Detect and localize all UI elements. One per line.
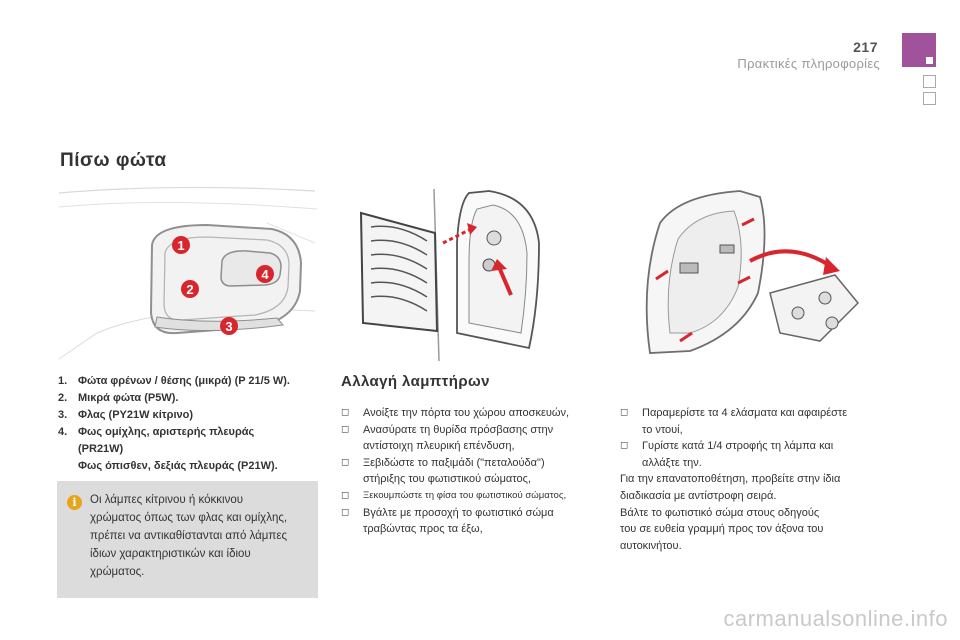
subsection-title: Αλλαγή λαμπτήρων (341, 373, 490, 390)
step-text: αλλάξτε την. (642, 456, 702, 469)
para-line: διαδικασία με αντίστροφη σειρά. (620, 489, 777, 502)
bullet-icon: ◻ (341, 423, 350, 435)
bullet-icon: ◻ (620, 407, 629, 418)
info-line: χρώματος όπως των φλας και ομίχλης, (90, 512, 288, 524)
info-line: ίδιων χαρακτηριστικών και ίδιου (90, 548, 251, 560)
para-line: Βάλτε το φωτιστικό σώμα στους οδηγούς (620, 506, 820, 519)
rear-lights-figure (57, 183, 319, 361)
access-panel-figure (339, 183, 601, 361)
step-text: το ντουί, (642, 423, 683, 436)
para-line: αυτοκινήτου. (620, 539, 682, 552)
watermark: carmanualsonline.info (723, 606, 948, 631)
legend-item-2 (58, 390, 320, 407)
step-text: Ξεκουμπώστε τη φίσα του φωτιστικού σώματος, (363, 489, 567, 501)
info-line: Οι λάμπες κίτρινου ή κόκκινου (90, 494, 244, 506)
legend-num: 3. (58, 409, 68, 421)
step-text: Ανοίξτε την πόρτα του χώρου αποσκευών, (363, 407, 570, 419)
step-text: τραβώντας προς τα έξω, (363, 523, 483, 536)
step-pull-lamp-unit (341, 505, 611, 538)
step-text: Βγάλτε με προσοχή το φωτιστικό σώμα (363, 506, 554, 519)
refit-instructions (620, 471, 910, 554)
chapter-tab-empty-2[interactable] (923, 92, 936, 105)
legend (58, 373, 320, 475)
legend-item-1 (58, 373, 320, 390)
legend-text: Φως ομίχλης, αριστερής πλευράς (78, 426, 255, 438)
section-title: Πίσω φώτα (60, 150, 167, 171)
callout-2: 2 (186, 282, 194, 297)
step-text: Παραμερίστε τα 4 ελάσματα και αφαιρέστε (642, 407, 848, 419)
legend-item-4 (58, 424, 320, 441)
callout-3: 3 (225, 319, 233, 334)
step-text: στήριξης του φωτιστικού σώματος, (363, 473, 531, 486)
lamp-holder-drawing (620, 183, 882, 361)
steps-column-1 (341, 405, 611, 538)
legend-num: 4. (58, 426, 68, 438)
chapter-tab-empty-1[interactable] (923, 75, 936, 88)
step-remove-bulb-holder (620, 405, 910, 438)
step-disconnect-plug (341, 488, 611, 505)
info-line: χρώματος. (90, 566, 145, 578)
step-text: Ανασύρατε τη θυρίδα πρόσβασης στην (363, 423, 554, 436)
step-replace-bulb (620, 438, 910, 471)
steps-column-2 (620, 405, 910, 554)
bullet-icon: ◻ (620, 440, 629, 452)
step-unscrew-wingnut (341, 455, 611, 488)
legend-text: Φλας (PY21W κίτρινο) (78, 409, 194, 421)
step-text: Ξεβιδώστε το παξιμάδι ("πεταλούδα") (363, 456, 545, 469)
legend-num: 2. (58, 392, 68, 404)
step-remove-access-panel (341, 422, 611, 455)
tab-marker (926, 57, 933, 64)
chapter-tab-active[interactable] (902, 33, 936, 67)
info-icon: i (67, 495, 82, 510)
legend-item-4-line-3: Φως όπισθεν, δεξιάς πλευράς (P21W). (78, 460, 278, 472)
bullet-icon: ◻ (341, 407, 350, 418)
lamp-holder-figure (620, 183, 882, 361)
info-text (90, 491, 312, 581)
legend-item-3 (58, 407, 320, 424)
access-panel-drawing (339, 183, 601, 361)
legend-text: Μικρά φώτα (P5W). (78, 392, 179, 404)
bullet-icon: ◻ (341, 489, 350, 501)
para-line: του σε ευθεία γραμμή προς τον άξονα του (620, 523, 824, 536)
legend-item-4-line-2: (PR21W) (78, 443, 124, 455)
rear-lights-drawing (57, 183, 319, 361)
step-open-trunk (341, 405, 611, 422)
callout-1: 1 (177, 238, 185, 253)
step-text: Γυρίστε κατά 1/4 στροφής τη λάμπα και (642, 440, 834, 453)
info-box (57, 481, 318, 598)
bullet-icon: ◻ (341, 456, 350, 468)
bullet-icon: ◻ (341, 506, 350, 518)
legend-text: Φώτα φρένων / θέσης (μικρά) (P 21/5 W). (78, 375, 290, 387)
step-text: αντίστοιχη πλευρική επένδυση, (363, 440, 515, 453)
legend-num: 1. (58, 375, 68, 387)
chapter-title: Πρακτικές πληροφορίες (737, 56, 880, 71)
callout-4: 4 (261, 267, 269, 282)
para-line: Για την επανατοποθέτηση, προβείτε στην ίδια (620, 473, 841, 486)
info-line: πρέπει να αντικαθίστανται από λάμπες (90, 530, 287, 542)
page-number: 217 (853, 39, 878, 55)
